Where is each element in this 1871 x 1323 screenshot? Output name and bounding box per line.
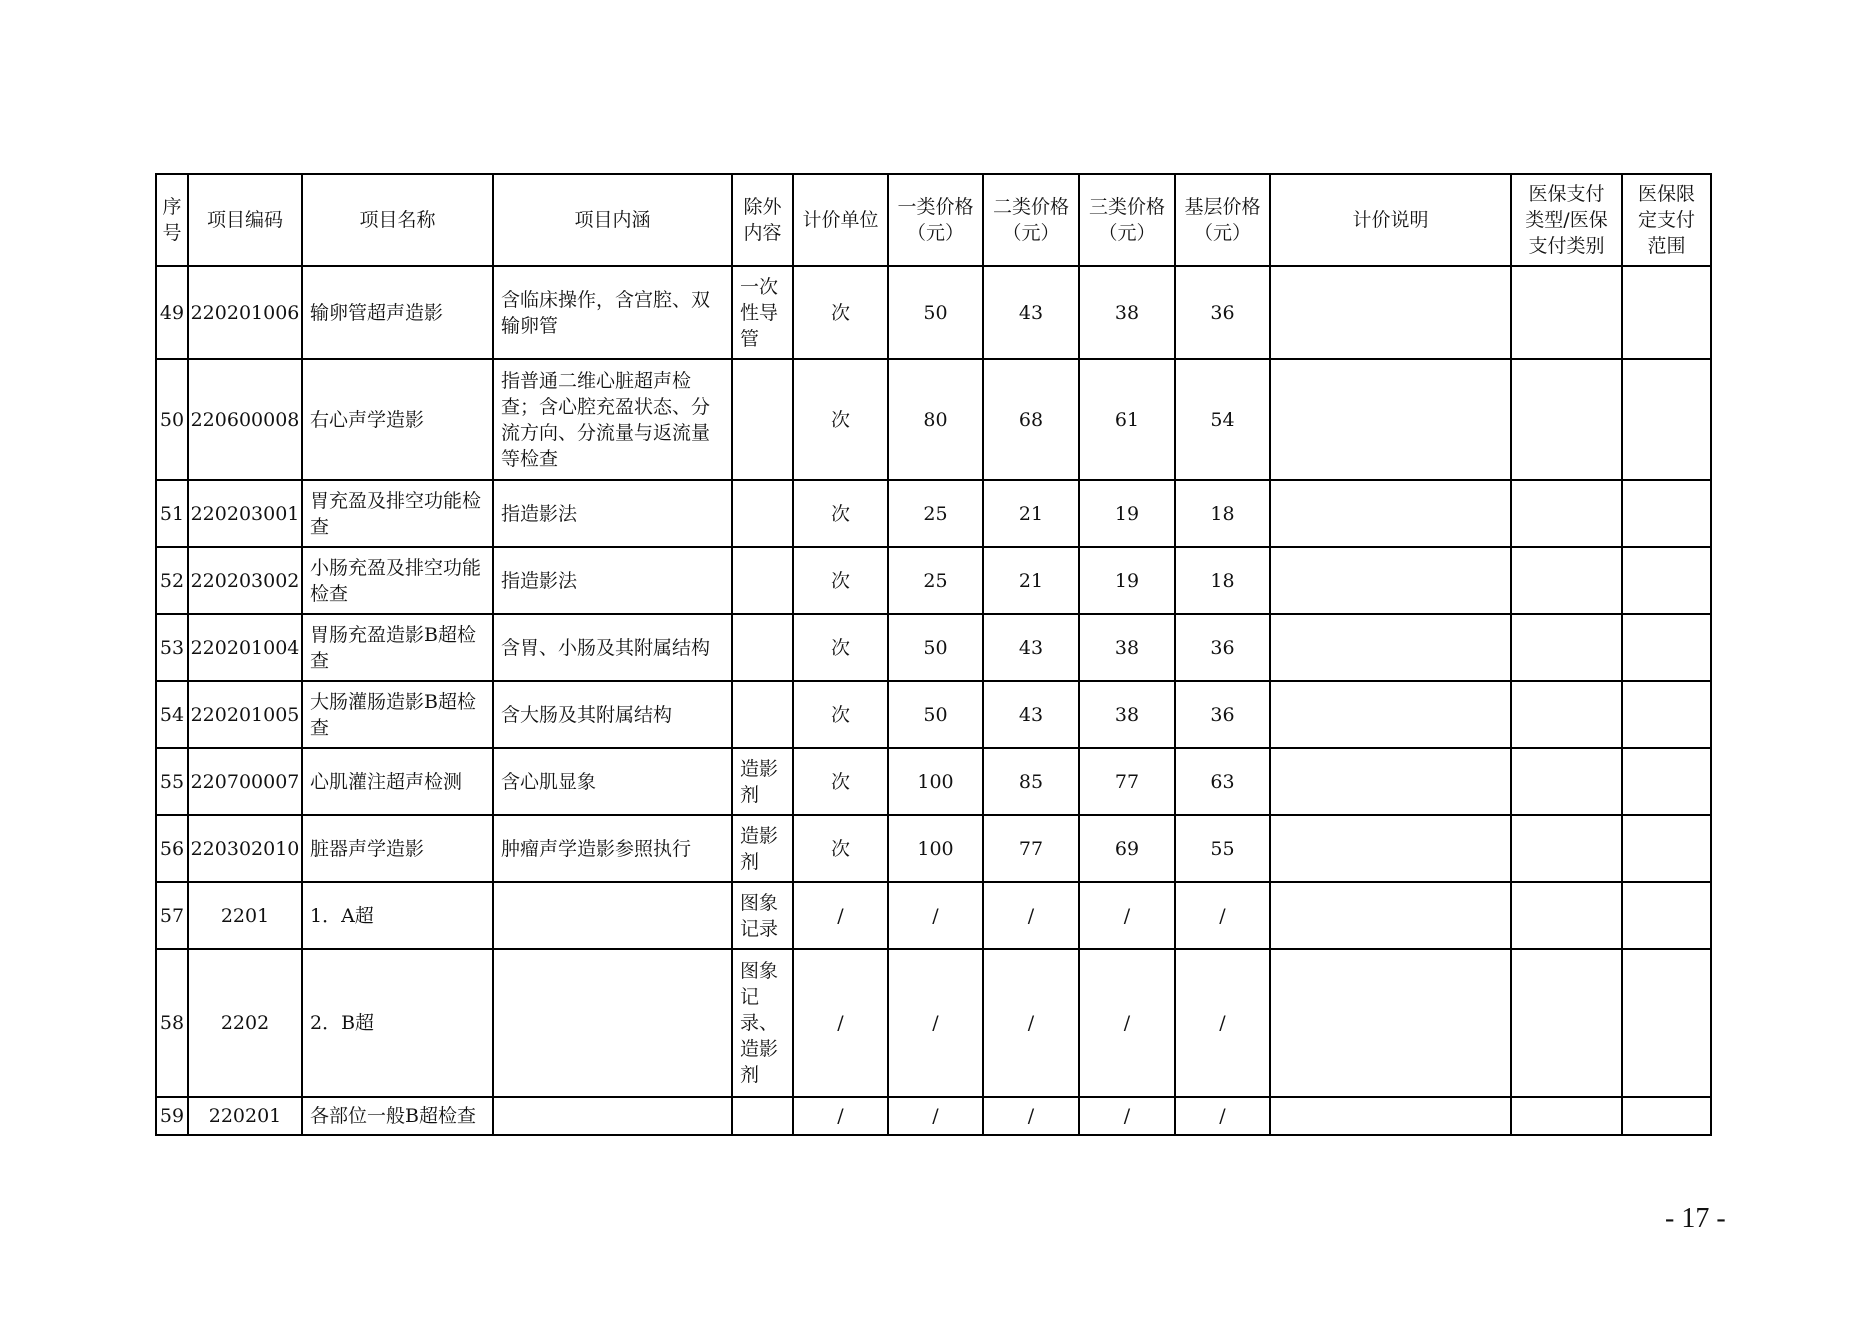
cell-content: 含大肠及其附属结构 bbox=[493, 681, 732, 748]
table-row bbox=[156, 681, 1711, 748]
cell-name: 各部位一般B超检查 bbox=[302, 1097, 493, 1135]
cell-insurance-type bbox=[1511, 480, 1622, 547]
cell-insurance-limit bbox=[1622, 882, 1711, 949]
cell-price-base: 55 bbox=[1175, 815, 1270, 882]
header-seq: 序 号 bbox=[156, 174, 188, 266]
header-notes: 计价说明 bbox=[1270, 174, 1511, 266]
header-code: 项目编码 bbox=[188, 174, 302, 266]
cell-price2: 85 bbox=[983, 748, 1079, 815]
cell-unit: 次 bbox=[793, 359, 888, 480]
cell-insurance-limit bbox=[1622, 614, 1711, 681]
cell-content: 指造影法 bbox=[493, 547, 732, 614]
cell-price3: / bbox=[1079, 1097, 1175, 1135]
cell-seq: 50 bbox=[156, 359, 188, 480]
cell-price-base: 18 bbox=[1175, 480, 1270, 547]
cell-code: 220203002 bbox=[188, 547, 302, 614]
cell-price3: 69 bbox=[1079, 815, 1175, 882]
cell-seq: 54 bbox=[156, 681, 188, 748]
cell-price2: 21 bbox=[983, 547, 1079, 614]
cell-insurance-limit bbox=[1622, 949, 1711, 1097]
cell-price3: 61 bbox=[1079, 359, 1175, 480]
cell-price-base: 63 bbox=[1175, 748, 1270, 815]
cell-content: 指造影法 bbox=[493, 480, 732, 547]
cell-seq: 51 bbox=[156, 480, 188, 547]
price-table bbox=[155, 173, 1712, 1136]
cell-content bbox=[493, 1097, 732, 1135]
cell-insurance-type bbox=[1511, 547, 1622, 614]
cell-insurance-type bbox=[1511, 748, 1622, 815]
cell-notes bbox=[1270, 359, 1511, 480]
cell-exclusions bbox=[732, 359, 793, 480]
cell-exclusions: 造影剂 bbox=[732, 815, 793, 882]
cell-unit: / bbox=[793, 882, 888, 949]
cell-price-base: 36 bbox=[1175, 681, 1270, 748]
cell-name: 1．A超 bbox=[302, 882, 493, 949]
cell-notes bbox=[1270, 681, 1511, 748]
cell-notes bbox=[1270, 882, 1511, 949]
cell-code: 220201006 bbox=[188, 266, 302, 359]
cell-seq: 49 bbox=[156, 266, 188, 359]
cell-seq: 53 bbox=[156, 614, 188, 681]
cell-name: 右心声学造影 bbox=[302, 359, 493, 480]
cell-code: 220201 bbox=[188, 1097, 302, 1135]
cell-unit: 次 bbox=[793, 547, 888, 614]
cell-exclusions bbox=[732, 681, 793, 748]
cell-price1: 100 bbox=[888, 748, 983, 815]
cell-exclusions bbox=[732, 547, 793, 614]
cell-insurance-type bbox=[1511, 359, 1622, 480]
cell-code: 220302010 bbox=[188, 815, 302, 882]
cell-price3: / bbox=[1079, 949, 1175, 1097]
cell-price2: / bbox=[983, 1097, 1079, 1135]
cell-notes bbox=[1270, 547, 1511, 614]
cell-insurance-type bbox=[1511, 266, 1622, 359]
cell-seq: 59 bbox=[156, 1097, 188, 1135]
cell-unit: / bbox=[793, 949, 888, 1097]
cell-exclusions bbox=[732, 480, 793, 547]
cell-notes bbox=[1270, 614, 1511, 681]
header-exclusions: 除外 内容 bbox=[732, 174, 793, 266]
cell-exclusions: 图象记录、造影剂 bbox=[732, 949, 793, 1097]
cell-insurance-limit bbox=[1622, 266, 1711, 359]
cell-price3: 38 bbox=[1079, 681, 1175, 748]
cell-unit: / bbox=[793, 1097, 888, 1135]
cell-insurance-limit bbox=[1622, 480, 1711, 547]
header-unit: 计价单位 bbox=[793, 174, 888, 266]
cell-price3: 19 bbox=[1079, 547, 1175, 614]
cell-insurance-type bbox=[1511, 949, 1622, 1097]
table-row bbox=[156, 882, 1711, 949]
cell-price-base: 36 bbox=[1175, 614, 1270, 681]
cell-content bbox=[493, 949, 732, 1097]
cell-content bbox=[493, 882, 732, 949]
cell-name: 大肠灌肠造影B超检查 bbox=[302, 681, 493, 748]
cell-unit: 次 bbox=[793, 748, 888, 815]
cell-code: 2202 bbox=[188, 949, 302, 1097]
cell-price3: 77 bbox=[1079, 748, 1175, 815]
cell-price1: 25 bbox=[888, 547, 983, 614]
cell-price3: 38 bbox=[1079, 266, 1175, 359]
cell-price-base: 54 bbox=[1175, 359, 1270, 480]
header-price2: 二类价格 （元） bbox=[983, 174, 1079, 266]
cell-content: 含胃、小肠及其附属结构 bbox=[493, 614, 732, 681]
cell-name: 胃充盈及排空功能检查 bbox=[302, 480, 493, 547]
cell-price1: 80 bbox=[888, 359, 983, 480]
table-row bbox=[156, 1097, 1711, 1135]
cell-insurance-type bbox=[1511, 681, 1622, 748]
cell-price1: 50 bbox=[888, 614, 983, 681]
cell-insurance-limit bbox=[1622, 547, 1711, 614]
header-name: 项目名称 bbox=[302, 174, 493, 266]
cell-insurance-limit bbox=[1622, 681, 1711, 748]
cell-code: 220201005 bbox=[188, 681, 302, 748]
cell-name: 输卵管超声造影 bbox=[302, 266, 493, 359]
cell-insurance-type bbox=[1511, 815, 1622, 882]
cell-price-base: / bbox=[1175, 949, 1270, 1097]
cell-price2: / bbox=[983, 882, 1079, 949]
cell-exclusions: 一次性导管 bbox=[732, 266, 793, 359]
cell-notes bbox=[1270, 815, 1511, 882]
cell-price3: 38 bbox=[1079, 614, 1175, 681]
cell-insurance-limit bbox=[1622, 748, 1711, 815]
table-row bbox=[156, 266, 1711, 359]
cell-notes bbox=[1270, 266, 1511, 359]
cell-code: 220201004 bbox=[188, 614, 302, 681]
cell-insurance-type bbox=[1511, 882, 1622, 949]
cell-exclusions bbox=[732, 614, 793, 681]
cell-price2: / bbox=[983, 949, 1079, 1097]
header-row bbox=[156, 174, 1711, 266]
cell-name: 小肠充盈及排空功能检查 bbox=[302, 547, 493, 614]
cell-exclusions: 图象记录 bbox=[732, 882, 793, 949]
cell-seq: 52 bbox=[156, 547, 188, 614]
cell-price-base: 36 bbox=[1175, 266, 1270, 359]
cell-code: 220203001 bbox=[188, 480, 302, 547]
cell-notes bbox=[1270, 949, 1511, 1097]
cell-unit: 次 bbox=[793, 614, 888, 681]
cell-name: 2．B超 bbox=[302, 949, 493, 1097]
table-row bbox=[156, 748, 1711, 815]
header-price3: 三类价格 （元） bbox=[1079, 174, 1175, 266]
cell-content: 肿瘤声学造影参照执行 bbox=[493, 815, 732, 882]
cell-seq: 58 bbox=[156, 949, 188, 1097]
cell-name: 心肌灌注超声检测 bbox=[302, 748, 493, 815]
table-row bbox=[156, 359, 1711, 480]
cell-seq: 57 bbox=[156, 882, 188, 949]
cell-insurance-limit bbox=[1622, 815, 1711, 882]
cell-seq: 55 bbox=[156, 748, 188, 815]
cell-exclusions: 造影剂 bbox=[732, 748, 793, 815]
cell-price1: 100 bbox=[888, 815, 983, 882]
cell-price2: 43 bbox=[983, 266, 1079, 359]
cell-price1: / bbox=[888, 1097, 983, 1135]
header-insurance-type: 医保支付 类型/医保 支付类别 bbox=[1511, 174, 1622, 266]
cell-notes bbox=[1270, 1097, 1511, 1135]
cell-price2: 68 bbox=[983, 359, 1079, 480]
cell-price1: / bbox=[888, 882, 983, 949]
header-content: 项目内涵 bbox=[493, 174, 732, 266]
cell-notes bbox=[1270, 748, 1511, 815]
cell-name: 胃肠充盈造影B超检查 bbox=[302, 614, 493, 681]
cell-content: 含心肌显象 bbox=[493, 748, 732, 815]
cell-price2: 43 bbox=[983, 614, 1079, 681]
cell-insurance-type bbox=[1511, 614, 1622, 681]
table-row bbox=[156, 547, 1711, 614]
cell-price1: 50 bbox=[888, 681, 983, 748]
cell-unit: 次 bbox=[793, 480, 888, 547]
cell-notes bbox=[1270, 480, 1511, 547]
cell-price2: 77 bbox=[983, 815, 1079, 882]
cell-price-base: / bbox=[1175, 882, 1270, 949]
cell-exclusions bbox=[732, 1097, 793, 1135]
table-row bbox=[156, 949, 1711, 1097]
page-number: - 17 - bbox=[1665, 1203, 1726, 1234]
cell-unit: 次 bbox=[793, 266, 888, 359]
cell-content: 指普通二维心脏超声检查；含心腔充盈状态、分流方向、分流量与返流量等检查 bbox=[493, 359, 732, 480]
header-insurance-limit: 医保限 定支付 范围 bbox=[1622, 174, 1711, 266]
cell-price-base: / bbox=[1175, 1097, 1270, 1135]
cell-price1: / bbox=[888, 949, 983, 1097]
cell-code: 220700007 bbox=[188, 748, 302, 815]
cell-price-base: 18 bbox=[1175, 547, 1270, 614]
cell-insurance-type bbox=[1511, 1097, 1622, 1135]
header-price-base: 基层价格 （元） bbox=[1175, 174, 1270, 266]
cell-name: 脏器声学造影 bbox=[302, 815, 493, 882]
cell-code: 220600008 bbox=[188, 359, 302, 480]
cell-price3: 19 bbox=[1079, 480, 1175, 547]
table-row bbox=[156, 815, 1711, 882]
cell-insurance-limit bbox=[1622, 359, 1711, 480]
cell-unit: 次 bbox=[793, 815, 888, 882]
cell-price2: 43 bbox=[983, 681, 1079, 748]
table-row bbox=[156, 614, 1711, 681]
cell-unit: 次 bbox=[793, 681, 888, 748]
cell-price3: / bbox=[1079, 882, 1175, 949]
cell-insurance-limit bbox=[1622, 1097, 1711, 1135]
cell-seq: 56 bbox=[156, 815, 188, 882]
header-price1: 一类价格 （元） bbox=[888, 174, 983, 266]
cell-price1: 25 bbox=[888, 480, 983, 547]
cell-content: 含临床操作，含宫腔、双输卵管 bbox=[493, 266, 732, 359]
cell-code: 2201 bbox=[188, 882, 302, 949]
table-body bbox=[156, 266, 1711, 1135]
cell-price2: 21 bbox=[983, 480, 1079, 547]
table-row bbox=[156, 480, 1711, 547]
cell-price1: 50 bbox=[888, 266, 983, 359]
